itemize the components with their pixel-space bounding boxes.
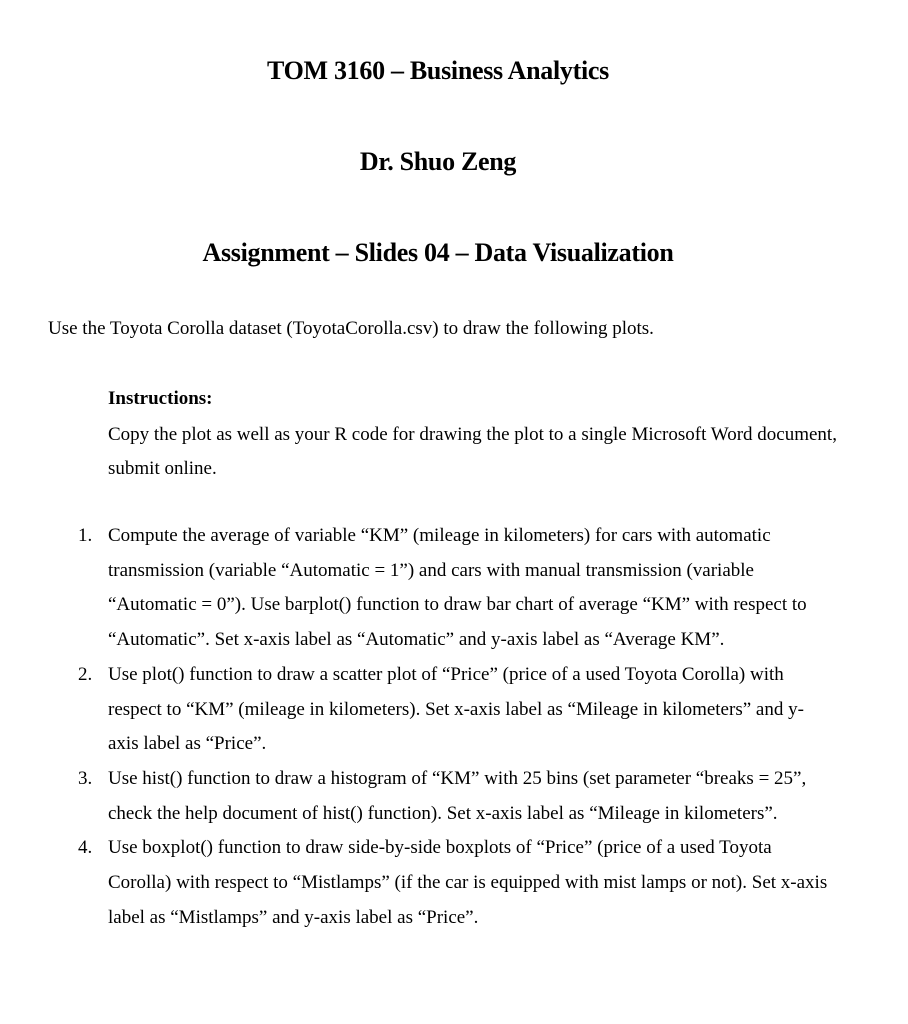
intro-paragraph: Use the Toyota Corolla dataset (ToyotaCorolla.csv) to draw the following plots. xyxy=(48,318,654,339)
task-text: Use boxplot() function to draw side-by-side boxplots of “Price” (price of a used Toyota Corolla) with respect to “Mistlamps” (if the car is equipped with mist lamps or not). Set x-axis label as “Mistlamps” and y-axis label as “Price”. xyxy=(108,837,828,928)
task-text: Use plot() function to draw a scatter plot of “Price” (price of a used Toyota Corolla) with respect to “KM” (mileage in kilometers). Set x-axis label as “Mileage in kilometers” and y-axis label as “Price”. xyxy=(108,663,804,755)
course-title: TOM 3160 – Business Analytics xyxy=(267,56,609,85)
task-number: 3. xyxy=(78,767,93,789)
instructions-heading: Instructions: xyxy=(108,388,213,409)
task-text: Use hist() function to draw a histogram of “KM” with 25 bins (set parameter “breaks = 25”, check the help document of hist() function). Set x-axis label as “Mileage in kilometers”. xyxy=(108,767,807,824)
instructions-body: Copy the plot as well as your R code for drawing the plot to a single Microsoft Word document, submit online. xyxy=(108,424,837,479)
task-item-1 xyxy=(0,519,828,658)
assignment-title: Assignment – Slides 04 – Data Visualization xyxy=(202,238,674,267)
task-text: Compute the average of variable “KM” (mileage in kilometers) for cars with automatic transmission (variable “Automatic = 1”) and cars with manual transmission (variable “Automatic = 0”). Use barplot() function to draw bar chart of average “KM” with respect to “Automatic”. Set x-axis label as “Automatic” and y-axis label as “Average KM”. xyxy=(108,525,807,651)
task-number: 1. xyxy=(78,525,93,546)
task-item-3 xyxy=(0,762,828,831)
task-number: 2. xyxy=(78,663,93,685)
instructor-name: Dr. Shuo Zeng xyxy=(359,147,517,176)
task-item-4 xyxy=(0,831,828,935)
task-number: 4. xyxy=(78,837,93,859)
task-item-2 xyxy=(0,658,828,762)
task-list xyxy=(0,519,908,935)
